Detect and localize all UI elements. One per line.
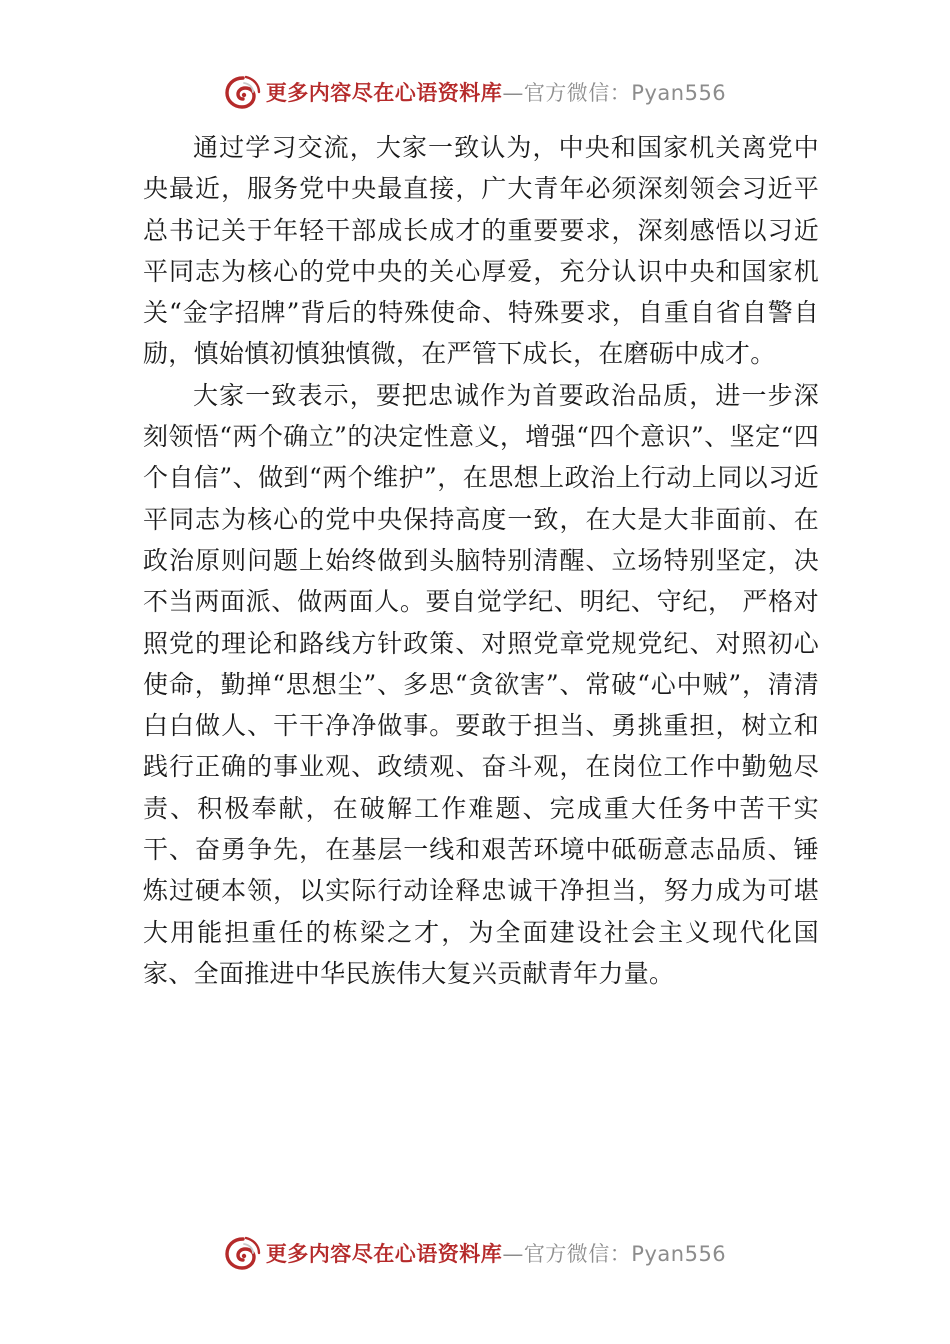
footer-banner [0,1233,950,1273]
document-body [143,127,819,994]
banner-main-text: 更多内容尽在心语资料库 [265,1241,503,1266]
swirl-logo-icon [224,74,262,110]
swirl-logo-icon [224,1235,262,1271]
banner-wechat-text: —官方微信：Pyan556 [502,81,727,105]
paragraph-2: 大家一致表示，要把忠诚作为首要政治品质，进一步深刻领悟“两个确立”的决定性意义，增强“四个意识”、坚定“四个自信”、做到“两个维护”，在思想上政治上行动上同以习近平同志为核心的党中央保持高度一致，在大是大非面前、在政治原则问题上始终做到头脑特别清醒、立场特别坚定，决不当两面派、做两面人。要自觉学纪、明纪、守纪， 严格对照党的理论和路线方针政策、对照党章党规党纪、对照初心使命，勤掸“思想尘”、多思“贪欲害”、常破“心中贼”，清清白白做人、干干净净做事。要敢于担当、勇挑重担，树立和践行正确的事业观、政绩观、奋斗观，在岗位工作中勤勉尽责、积极奉献，在破解工作难题、完成重大任务中苦干实干、奋勇争先，在基层一线和艰苦环境中砥砺意志品质、锤炼过硬本领，以实际行动诠释忠诚干净担当，努力成为可堪大用能担重任的栋梁之才，为全面建设社会主义现代化国家、全面推进中华民族伟大复兴贡献青年力量。 [143,380,819,988]
banner-main-text: 更多内容尽在心语资料库 [265,80,503,105]
paragraph-1: 通过学习交流，大家一致认为，中央和国家机关离党中央最近，服务党中央最直接，广大青年必须深刻领会习近平总书记关于年轻干部成长成才的重要要求，深刻感悟以习近平同志为核心的党中央的关心厚爱，充分认识中央和国家机关“金字招牌”背后的特殊使命、特殊要求，自重自省自警自励，慎始慎初慎独慎微，在严管下成长，在磨砺中成才。 [143,133,819,369]
banner-text [266,77,726,107]
banner-wechat-text: —官方微信：Pyan556 [502,1242,727,1266]
header-banner [0,72,950,112]
banner-text [266,1238,726,1268]
